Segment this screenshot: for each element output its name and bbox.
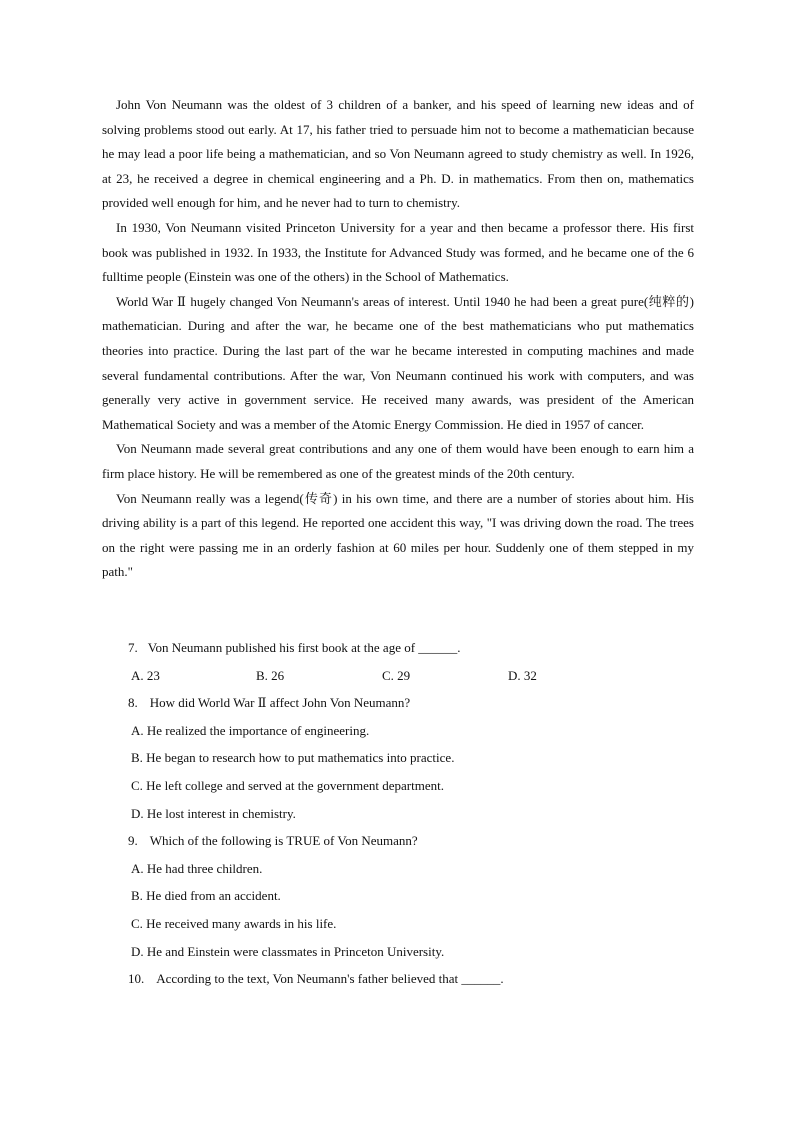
passage-paragraph-1: John Von Neumann was the oldest of 3 children of a banker, and his speed of learning new ideas and of solving problems stood out early. At 17, his father tried to persuade him not to become a mathematician because he may lead a poor life being a mathematician, and so Von Neumann agreed to study chemistry as well. In 1926, at 23, he received a degree in chemical engineering and a Ph. D. in mathematics. From then on, mathematics provided well enough for him, and he never had to turn to chemistry.: [102, 97, 694, 211]
question-number: 8.: [128, 695, 138, 711]
option-a[interactable]: A. 23: [131, 667, 160, 683]
question-number: 7.: [128, 640, 138, 655]
option-b[interactable]: B. 26: [256, 667, 285, 683]
question-list: [128, 634, 694, 993]
option-b[interactable]: B. He began to research how to put mathematics into practice.: [131, 750, 455, 766]
option-c[interactable]: C. He received many awards in his life.: [131, 915, 337, 931]
passage-paragraph-5: Von Neumann really was a legend(传奇) in his own time, and there are a number of stories about him. His driving ability is a part of this legend. He reported one accident this way, "I was driving down the road. The trees on the right were passing me in an orderly fashion at 60 miles per hour. Suddenly one of them stepped in my path.": [102, 490, 694, 580]
reading-passage: [102, 93, 694, 585]
question-text: Which of the following is TRUE of Von Neumann?: [149, 833, 418, 849]
question-number: 10.: [128, 971, 145, 987]
question-10: [128, 965, 694, 993]
option-a[interactable]: A. He realized the importance of engineering.: [131, 722, 370, 738]
option-c[interactable]: C. He left college and served at the government department.: [131, 777, 444, 793]
question-text: How did World War Ⅱ affect John Von Neumann?: [149, 695, 411, 711]
option-a[interactable]: A. He had three children.: [131, 860, 263, 876]
passage-paragraph-4: Von Neumann made several great contributions and any one of them would have been enough to earn him a firm place history. He will be remembered as one of the greatest minds of the 20th century.: [102, 441, 694, 481]
question-7-options: [128, 662, 694, 690]
passage-paragraph-3: World War Ⅱ hugely changed Von Neumann's areas of interest. Until 1940 he had been a great pure(纯粹的) mathematician. During and after the war, he became one of the best mathematicians who put mathematics theories into practice. During the last part of the war he became interested in computing machines and made several fundamental contributions. After the war, Von Neumann continued his work with computers, and was generally very active in government service. He received many awards, was president of the American Mathematical Society and was a member of the Atomic Energy Commission. He died in 1957 of cancer.: [102, 293, 694, 432]
option-d[interactable]: D. He lost interest in chemistry.: [131, 805, 296, 821]
option-b[interactable]: B. He died from an accident.: [131, 888, 281, 904]
question-number: 9.: [128, 833, 138, 849]
option-d[interactable]: D. 32: [508, 667, 537, 683]
question-9: [128, 827, 694, 855]
question-text: According to the text, Von Neumann's father believed that ______.: [156, 971, 504, 987]
option-d[interactable]: D. He and Einstein were classmates in Princeton University.: [131, 943, 445, 959]
option-c[interactable]: C. 29: [382, 667, 411, 683]
question-8: [128, 689, 694, 717]
question-7: [128, 634, 694, 662]
question-text: Von Neumann published his first book at the age of ______.: [147, 640, 461, 655]
passage-paragraph-2: In 1930, Von Neumann visited Princeton University for a year and then became a professor there. His first book was published in 1932. In 1933, the Institute for Advanced Study was formed, and he became one of the 6 fulltime people (Einstein was one of the others) in the School of Mathematics.: [102, 219, 694, 285]
